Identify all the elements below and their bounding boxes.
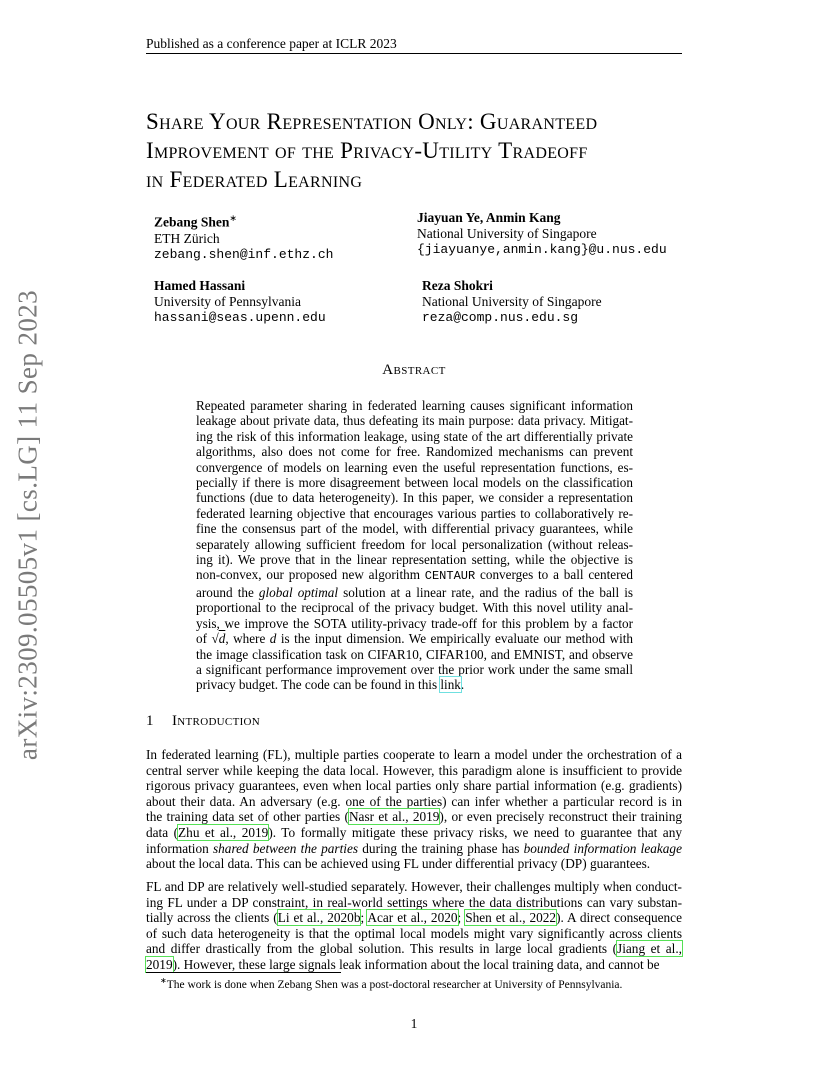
paragraph-text: tially across the clients ( [146, 910, 278, 926]
paragraph-text: information [146, 840, 213, 856]
abstract-text: is the input dimension. We empirically evaluate our method with [276, 631, 633, 647]
abstract-text: converges to a ball centered [475, 567, 633, 583]
abstract-line: fine the consensus part of the model, with differential privacy guarantees, while [196, 521, 633, 537]
abstract-text: , where [225, 631, 270, 647]
author-affiliation: National University of Singapore [422, 294, 602, 309]
paragraph-text: data ( [146, 824, 179, 840]
arxiv-identifier-stamp [10, 290, 45, 760]
citation-link[interactable]: Shen et al., 2022 [465, 910, 557, 926]
code-link[interactable]: link [440, 677, 461, 693]
citation-link[interactable]: Jiang et al., [617, 941, 682, 957]
paragraph-line: FL and DP are relatively well-studied separately. However, their challenges multiply when conduct- [146, 879, 682, 894]
abstract-line: federated learning objective that encourages various parties to collaboratively re- [196, 505, 633, 521]
abstract-heading: Abstract [382, 362, 446, 378]
abstract-line: functions (due to data heterogeneity). In this paper, we consider a representation [196, 490, 633, 506]
paragraph-line: In federated learning (FL), multiple parties cooperate to learn a model under the orchestration of a [146, 747, 682, 762]
paragraph-line [146, 941, 682, 957]
author-email: reza@comp.nus.edu.sg [422, 310, 579, 325]
header-rule [146, 53, 682, 54]
abstract-text: around the [196, 584, 259, 600]
paragraph-text: ; [360, 910, 368, 926]
footnote [160, 976, 622, 991]
abstract-text: . [460, 677, 465, 693]
paragraph-text: ). However, these large signals leak information about the local training data, and cannot be [172, 956, 660, 972]
abstract-line: ing it). We prove that in the linear representation setting, while the objective is [196, 552, 633, 568]
author-email: {jiayuanye,anmin.kang}@u.nus.edu [417, 242, 667, 257]
author-email: hassani@seas.upenn.edu [154, 310, 326, 325]
paragraph [146, 879, 682, 973]
author-name: Jiayuan Ye, Anmin Kang [417, 210, 561, 225]
author-block-1 [154, 210, 333, 263]
section-title: Introduction [172, 713, 261, 729]
abstract-line: algorithms, also does not come for free. Randomized mechanisms can prevent [196, 444, 633, 460]
math-variable-d: d [269, 631, 277, 647]
paragraph-line: of such data heterogeneity is that the optimal local models might vary significantly across clients [146, 925, 682, 941]
abstract-line [196, 677, 633, 692]
author-affiliation: National University of Singapore [417, 226, 597, 241]
paragraph-text: ), or even precisely reconstruct their training [439, 809, 682, 825]
abstract-line [196, 631, 633, 646]
citation-link[interactable]: Acar et al., 2020 [367, 910, 458, 926]
paragraph-line [146, 910, 682, 926]
abstract-text: of [196, 631, 212, 647]
abstract-text: non-convex, our proposed new algorithm [196, 567, 425, 583]
paragraph-line: rigorous privacy guarantees, even when local parties only share partial information (e.g. gradients) [146, 778, 682, 794]
abstract-line: separately allowing sufficient freedom for local personalization (without releas- [196, 536, 633, 552]
abstract-line: pecially if there is more disagreement between local models on the classification [196, 475, 633, 491]
abstract-line: ysis, we improve the SOTA utility-privacy trade-off for this problem by a factor [196, 615, 633, 631]
abstract-line: convergence of models on learning even the useful representation functions, es- [196, 459, 633, 475]
footnote-text: The work is done when Zebang Shen was a post-doctoral researcher at University of Pennsylvania. [166, 978, 623, 991]
citation-link[interactable]: 2019 [146, 956, 173, 972]
page-number: 1 [410, 1016, 418, 1031]
paragraph-text: ; [457, 910, 466, 926]
author-affiliation: ETH Zürich [154, 230, 220, 246]
paragraph-text: during the training phase has [358, 840, 524, 856]
paragraph-text: and differ drastically from the global solution. This results in large local gradients ( [146, 941, 618, 957]
paragraph-line [146, 841, 682, 857]
author-name: Hamed Hassani [154, 278, 246, 293]
paragraph-text: ). A direct consequence [556, 910, 682, 926]
abstract-body [196, 398, 633, 693]
section-number: 1 [146, 713, 154, 729]
citation-link[interactable]: Li et al., 2020b [277, 910, 361, 926]
paragraph-line [146, 957, 682, 973]
emphasis-text: shared between the parties [212, 840, 359, 856]
paragraph-line: ing FL under a DP constraint, in real-world settings where the data distributions can vary substan- [146, 894, 682, 910]
arxiv-identifier-text: arXiv:2309.05505v1 [cs.LG] 11 Sep 2023 [12, 289, 42, 761]
author-name: Zebang Shen [154, 214, 230, 230]
emphasis-global-optimal: global optimal [258, 584, 338, 600]
author-email: zebang.shen@inf.ethz.ch [154, 246, 334, 262]
abstract-line: ing the risk of this information leakage, using state of the art differentially private [196, 428, 633, 444]
footnote-mark: ∗ [229, 213, 237, 223]
abstract-line: a significant performance improvement over the prior work under the same small [196, 661, 633, 677]
abstract-text: solution at a linear rate, and the radius of the ball is [338, 584, 634, 600]
emphasis-text: bounded information leakage [523, 840, 682, 856]
title-line-2: Improvement of the Privacy-Utility Tradeoff [146, 138, 588, 163]
sqrt-symbol: √ [211, 631, 219, 647]
paragraph-line: about their data. An adversary (e.g. one of the parties) can infer whether a particular record is in [146, 793, 682, 809]
footnote-mark: ∗ [160, 976, 167, 985]
author-block-3 [154, 278, 326, 326]
author-name: Reza Shokri [422, 278, 493, 293]
title-line-3: in Federated Learning [146, 167, 363, 192]
author-block-4 [422, 278, 602, 326]
abstract-line: proportional to the reciprocal of the privacy budget. With this novel utility anal- [196, 600, 633, 616]
abstract-line [196, 585, 633, 600]
author-block-2 [417, 210, 667, 258]
paragraph [146, 747, 682, 872]
paragraph-line: central server while keeping the data local. However, this paradigm alone is insufficient to provide [146, 762, 682, 778]
abstract-line: the image classification task on CIFAR10, CIFAR100, and EMNIST, and observe [196, 646, 633, 662]
citation-link[interactable]: Zhu et al., 2019 [178, 824, 269, 840]
abstract-line [196, 567, 633, 584]
algorithm-name: CENTAUR [424, 569, 476, 584]
author-affiliation: University of Pennsylvania [154, 294, 301, 309]
paper-title [146, 107, 706, 194]
running-header: Published as a conference paper at ICLR 2023 [146, 36, 397, 51]
paragraph-line: about the local data. This can be achieved using FL under differential privacy (DP) guarantees. [146, 856, 651, 872]
citation-link[interactable]: Nasr et al., 2019 [348, 809, 440, 825]
paragraph-text: ). To formally mitigate these privacy risks, we need to guarantee that any [268, 824, 683, 840]
footnote-rule [146, 972, 341, 973]
title-line-1: Share Your Representation Only: Guaranteed [146, 109, 598, 134]
abstract-text: privacy budget. The code can be found in this [196, 677, 441, 693]
abstract-line: Repeated parameter sharing in federated learning causes significant information [196, 398, 633, 413]
abstract-line: leakage about private data, thus defeating its main purpose: data privacy. Mitigat- [196, 413, 633, 429]
paragraph-line [146, 809, 682, 825]
sqrt-variable: d [218, 631, 226, 647]
section-heading [146, 713, 260, 730]
paragraph-line [146, 825, 682, 841]
paragraph-text: the training data set of other parties ( [146, 809, 349, 825]
